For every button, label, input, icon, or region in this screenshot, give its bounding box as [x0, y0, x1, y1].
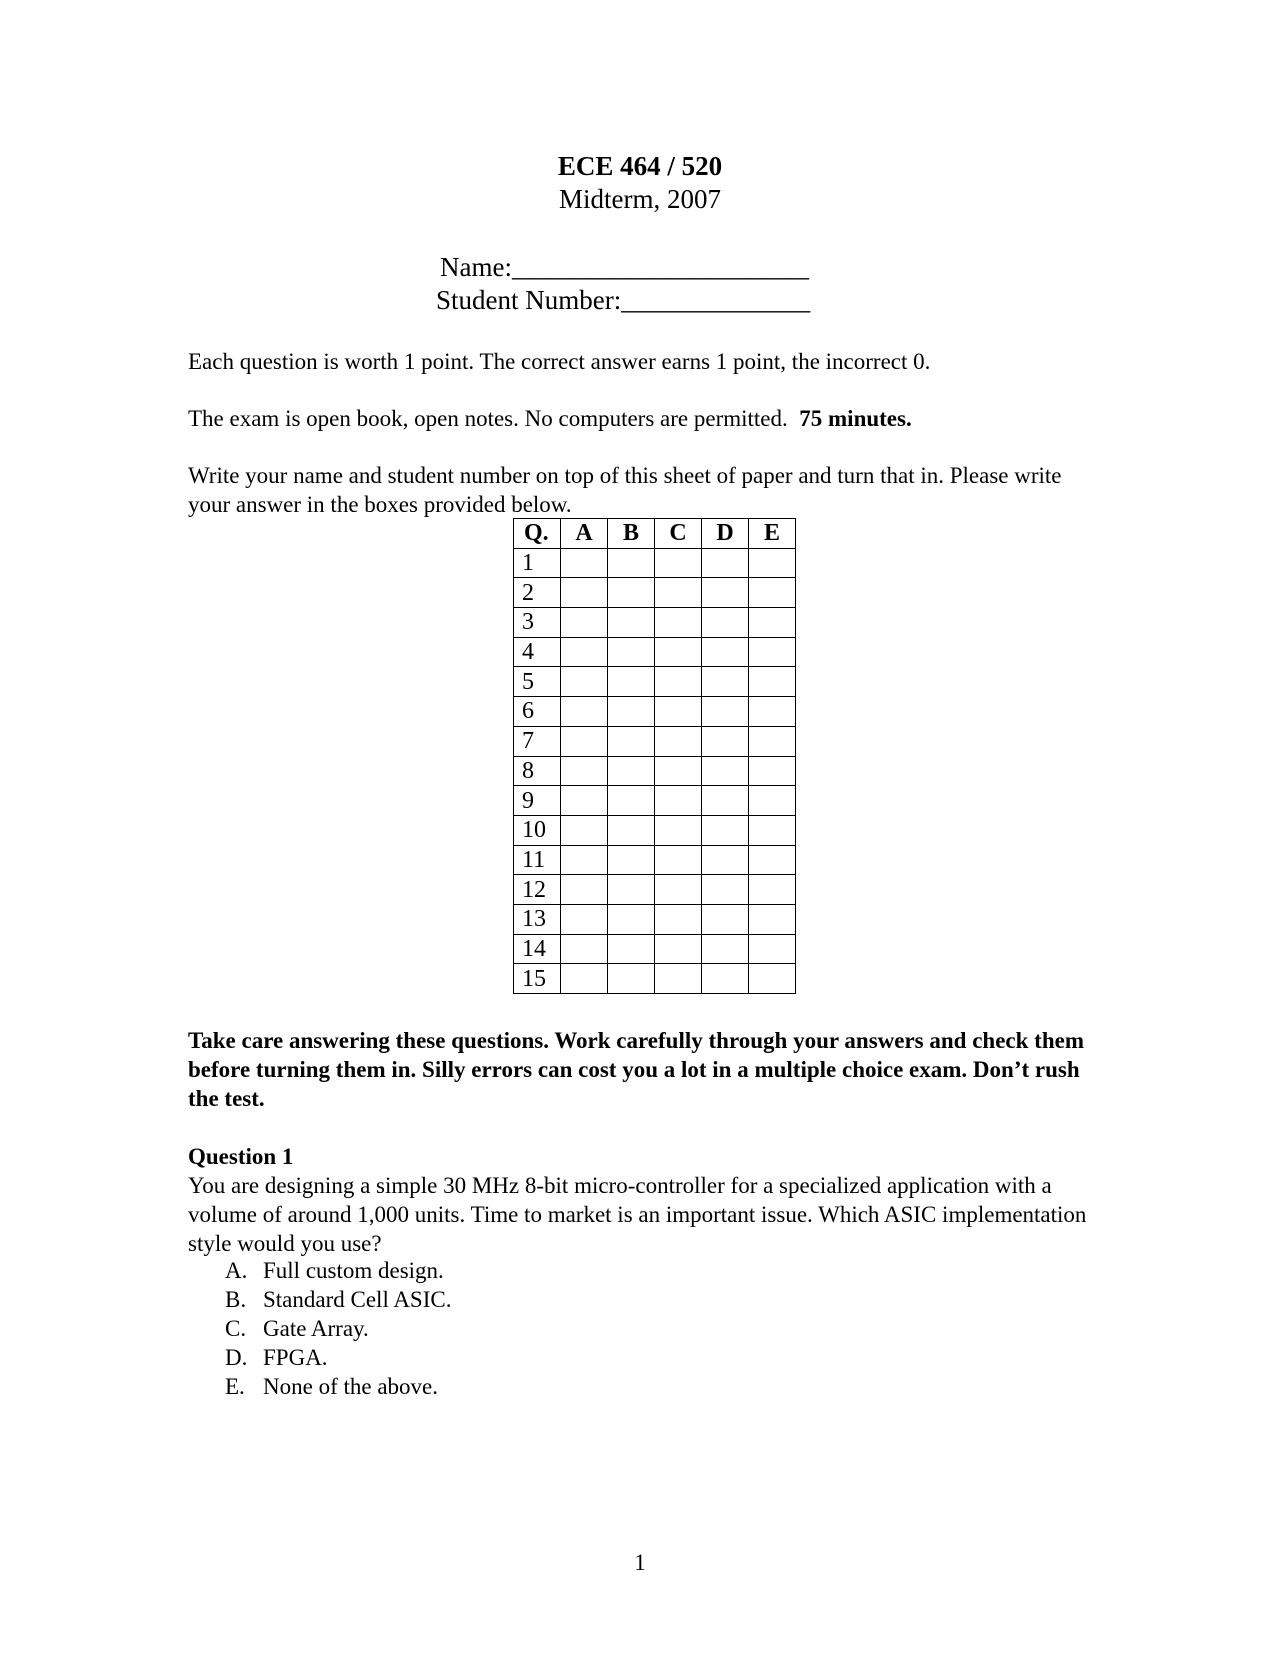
answer-box[interactable]: [702, 578, 749, 608]
answer-box[interactable]: [608, 845, 655, 875]
option-item: [225, 1314, 451, 1343]
answer-box[interactable]: [608, 548, 655, 578]
exam-subtitle: Midterm, 2007: [559, 184, 721, 214]
answer-box[interactable]: [702, 875, 749, 905]
answer-box[interactable]: [561, 548, 608, 578]
answer-box[interactable]: [702, 845, 749, 875]
answer-box[interactable]: [561, 875, 608, 905]
question-number: 11: [514, 845, 561, 875]
answer-box[interactable]: [702, 667, 749, 697]
option-text: Full custom design.: [263, 1258, 444, 1283]
answer-box[interactable]: [561, 934, 608, 964]
answer-box[interactable]: [702, 697, 749, 727]
answer-box[interactable]: [655, 934, 702, 964]
answer-box[interactable]: [655, 786, 702, 816]
answer-box[interactable]: [702, 637, 749, 667]
scoring-instructions: Each question is worth 1 point. The correct answer earns 1 point, the incorrect 0.: [188, 349, 931, 374]
answer-box[interactable]: [749, 815, 796, 845]
answer-box[interactable]: [561, 815, 608, 845]
answer-box[interactable]: [749, 875, 796, 905]
student-number-field: Student Number:______________: [436, 285, 811, 315]
answer-box[interactable]: [702, 756, 749, 786]
answer-box[interactable]: [655, 578, 702, 608]
answer-box[interactable]: [608, 786, 655, 816]
answer-box[interactable]: [702, 904, 749, 934]
answer-box[interactable]: [749, 697, 796, 727]
exam-duration: 75 minutes.: [799, 406, 912, 431]
answer-box[interactable]: [749, 756, 796, 786]
answer-box[interactable]: [655, 845, 702, 875]
option-column-header: D: [702, 519, 749, 549]
option-text: None of the above.: [263, 1374, 438, 1399]
answer-box[interactable]: [655, 964, 702, 994]
option-item: [225, 1285, 451, 1314]
answer-box[interactable]: [655, 548, 702, 578]
question-number: 4: [514, 637, 561, 667]
answer-box[interactable]: [655, 904, 702, 934]
answer-box[interactable]: [608, 964, 655, 994]
answer-box[interactable]: [561, 726, 608, 756]
option-item: [225, 1343, 451, 1372]
answer-box[interactable]: [608, 904, 655, 934]
answer-row: [514, 697, 796, 727]
name-field: Name:______________________: [440, 252, 809, 282]
question-number: 15: [514, 964, 561, 994]
answer-box[interactable]: [702, 964, 749, 994]
answer-box[interactable]: [655, 637, 702, 667]
answer-box[interactable]: [749, 637, 796, 667]
option-text: Gate Array.: [263, 1316, 369, 1341]
option-column-header: C: [655, 519, 702, 549]
answer-box[interactable]: [749, 608, 796, 638]
answer-box[interactable]: [561, 904, 608, 934]
question-number: 13: [514, 904, 561, 934]
answer-box[interactable]: [608, 608, 655, 638]
question-number: 2: [514, 578, 561, 608]
answer-box[interactable]: [749, 964, 796, 994]
answer-row: [514, 608, 796, 638]
answer-row: [514, 786, 796, 816]
option-item: [225, 1372, 451, 1401]
answer-box[interactable]: [608, 667, 655, 697]
answer-box[interactable]: [749, 786, 796, 816]
answer-row: [514, 726, 796, 756]
answer-box[interactable]: [608, 815, 655, 845]
option-letter: A.: [225, 1258, 248, 1283]
answer-box[interactable]: [655, 697, 702, 727]
answer-box[interactable]: [655, 815, 702, 845]
question-number: 1: [514, 548, 561, 578]
exam-rules: [188, 404, 1108, 433]
answer-box[interactable]: [702, 786, 749, 816]
answer-row: [514, 964, 796, 994]
question-number: 3: [514, 608, 561, 638]
answer-box[interactable]: [561, 756, 608, 786]
option-item: [225, 1256, 451, 1285]
answer-box[interactable]: [749, 548, 796, 578]
question-number: 7: [514, 726, 561, 756]
question-number: 8: [514, 756, 561, 786]
answer-box[interactable]: [561, 578, 608, 608]
answer-box[interactable]: [749, 904, 796, 934]
answer-box[interactable]: [561, 786, 608, 816]
option-letter: B.: [225, 1287, 247, 1312]
answer-box[interactable]: [608, 875, 655, 905]
question-number: 6: [514, 697, 561, 727]
answer-box[interactable]: [655, 875, 702, 905]
answer-box[interactable]: [702, 726, 749, 756]
answer-box[interactable]: [655, 756, 702, 786]
answer-row: [514, 578, 796, 608]
option-column-header: E: [749, 519, 796, 549]
warning-text: Take care answering these questions. Work carefully through your answers and check them before turning them in. Silly errors can cost you a lot in a multiple choice exam. Don’t rush the test.: [188, 1028, 1084, 1111]
answer-box[interactable]: [608, 697, 655, 727]
question-column-header: Q.: [514, 519, 561, 549]
answer-box[interactable]: [561, 608, 608, 638]
answer-box[interactable]: [608, 578, 655, 608]
answer-row: [514, 904, 796, 934]
answer-row: [514, 815, 796, 845]
answer-box[interactable]: [749, 845, 796, 875]
question-1-title: Question 1: [188, 1144, 294, 1169]
answer-box[interactable]: [749, 667, 796, 697]
answer-box[interactable]: [561, 667, 608, 697]
answer-box[interactable]: [702, 934, 749, 964]
answer-box[interactable]: [561, 964, 608, 994]
answer-row: [514, 875, 796, 905]
option-letter: D.: [225, 1345, 248, 1370]
option-text: FPGA.: [263, 1345, 328, 1370]
answer-table-header: [514, 519, 796, 549]
answer-box[interactable]: [561, 845, 608, 875]
option-text: Standard Cell ASIC.: [263, 1287, 452, 1312]
option-letter: C.: [225, 1316, 247, 1341]
exam-rules-text: The exam is open book, open notes. No computers are permitted.: [188, 406, 788, 431]
page-number: 1: [634, 1550, 646, 1575]
answer-row: [514, 756, 796, 786]
answer-box[interactable]: [608, 637, 655, 667]
question-number: 14: [514, 934, 561, 964]
option-column-header: A: [561, 519, 608, 549]
question-number: 10: [514, 815, 561, 845]
answer-box[interactable]: [561, 637, 608, 667]
answer-row: [514, 845, 796, 875]
answer-box[interactable]: [655, 667, 702, 697]
answer-box[interactable]: [749, 726, 796, 756]
option-letter: E.: [225, 1374, 245, 1399]
answer-box[interactable]: [749, 578, 796, 608]
question-number: 12: [514, 875, 561, 905]
answer-row: [514, 637, 796, 667]
answer-box[interactable]: [561, 697, 608, 727]
answer-row: [514, 934, 796, 964]
question-1-options: [225, 1256, 451, 1401]
answer-box[interactable]: [608, 726, 655, 756]
question-number: 5: [514, 667, 561, 697]
answer-box[interactable]: [702, 548, 749, 578]
course-title: ECE 464 / 520: [557, 151, 723, 181]
answer-box[interactable]: [608, 934, 655, 964]
answer-row: [514, 667, 796, 697]
question-1-text: You are designing a simple 30 MHz 8-bit micro-controller for a specialized application with a volume of around 1,000 units. Time to market is an important issue. Which ASIC implementation style would you use?: [188, 1173, 1087, 1256]
answer-box[interactable]: [749, 934, 796, 964]
answer-row: [514, 548, 796, 578]
answer-table: [513, 518, 796, 994]
answer-box[interactable]: [702, 815, 749, 845]
submission-instructions: Write your name and student number on top of this sheet of paper and turn that in. Please write your answer in the boxes provided below.: [188, 463, 1062, 517]
answer-box[interactable]: [655, 608, 702, 638]
answer-box[interactable]: [608, 756, 655, 786]
answer-box[interactable]: [702, 608, 749, 638]
option-column-header: B: [608, 519, 655, 549]
answer-box[interactable]: [655, 726, 702, 756]
question-number: 9: [514, 786, 561, 816]
